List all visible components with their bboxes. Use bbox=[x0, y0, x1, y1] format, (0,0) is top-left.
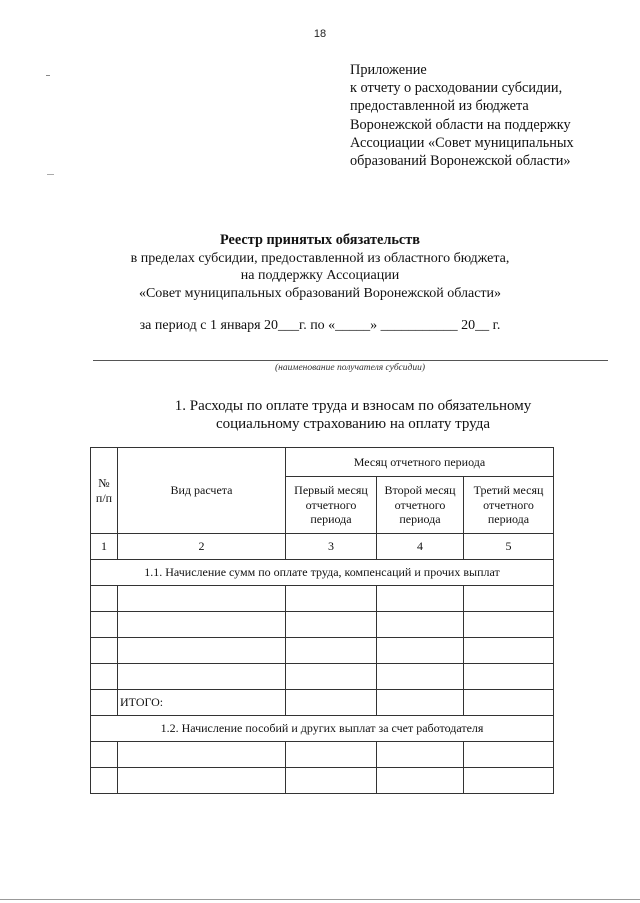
table-cell[interactable] bbox=[118, 612, 286, 638]
appendix-line: Воронежской области на поддержку bbox=[350, 116, 571, 133]
table-cell[interactable] bbox=[91, 664, 118, 690]
table-cell[interactable] bbox=[118, 768, 286, 794]
subsection-row bbox=[91, 560, 554, 586]
header-month-group: Месяц отчетного периода bbox=[286, 448, 554, 477]
subsection-title: 1.2. Начисление пособий и других выплат за счет работодателя bbox=[91, 716, 554, 742]
header-month2: Второй месяц отчетного периода bbox=[377, 477, 464, 534]
table-cell[interactable] bbox=[464, 742, 554, 768]
appendix-line: Ассоциации «Совет муниципальных bbox=[350, 134, 574, 151]
scan-artifact bbox=[46, 75, 50, 76]
table-header-row bbox=[91, 448, 554, 477]
appendix-line: образований Воронежской области» bbox=[350, 153, 571, 170]
table-cell[interactable] bbox=[91, 612, 118, 638]
table-row bbox=[91, 638, 554, 664]
table-row bbox=[91, 586, 554, 612]
page-number: 18 bbox=[313, 28, 327, 40]
table-cell[interactable] bbox=[464, 664, 554, 690]
total-label: ИТОГО: bbox=[118, 690, 286, 716]
section-title-line: социальному страхованию на оплату труда bbox=[215, 416, 491, 432]
header-type: Вид расчета bbox=[118, 448, 286, 534]
column-numbers-row bbox=[91, 534, 554, 560]
total-row bbox=[91, 690, 554, 716]
table-cell[interactable] bbox=[286, 690, 377, 716]
table-cell[interactable] bbox=[118, 586, 286, 612]
reporting-period: за период с 1 января 20___г. по «_____» ___________ 20__ г. bbox=[139, 318, 501, 333]
table-cell[interactable] bbox=[118, 638, 286, 664]
table-cell[interactable] bbox=[377, 742, 464, 768]
table-cell[interactable] bbox=[286, 742, 377, 768]
table-cell[interactable] bbox=[91, 742, 118, 768]
table-row bbox=[91, 742, 554, 768]
table-row bbox=[91, 612, 554, 638]
table-cell[interactable] bbox=[91, 586, 118, 612]
table-cell[interactable] bbox=[118, 742, 286, 768]
table-cell[interactable] bbox=[464, 612, 554, 638]
appendix-line: предоставленной из бюджета bbox=[350, 98, 529, 115]
table-cell[interactable] bbox=[377, 612, 464, 638]
title-line: на поддержку Ассоциации bbox=[240, 268, 400, 283]
table-cell[interactable] bbox=[464, 768, 554, 794]
appendix-line: Приложение bbox=[350, 62, 427, 78]
table-cell[interactable] bbox=[464, 586, 554, 612]
table-row bbox=[91, 768, 554, 794]
appendix-note bbox=[350, 61, 620, 170]
title-main: Реестр принятых обязательств bbox=[219, 232, 421, 248]
expenses-table bbox=[90, 447, 554, 794]
header-num: № п/п bbox=[91, 448, 118, 534]
table-cell[interactable] bbox=[286, 586, 377, 612]
recipient-caption: (наименование получателя субсидии) bbox=[275, 363, 425, 373]
title-line: «Совет муниципальных образований Воронежской области» bbox=[138, 285, 502, 301]
recipient-name-line bbox=[93, 360, 608, 361]
appendix-line: к отчету о расходовании субсидии, bbox=[350, 80, 563, 97]
page-bottom-edge bbox=[0, 899, 640, 900]
table-row bbox=[91, 664, 554, 690]
column-number: 1 bbox=[91, 534, 118, 560]
table-cell[interactable] bbox=[377, 768, 464, 794]
column-number: 4 bbox=[377, 534, 464, 560]
document-title bbox=[0, 232, 640, 302]
table-cell[interactable] bbox=[464, 638, 554, 664]
column-number: 3 bbox=[286, 534, 377, 560]
section-title-line: 1. Расходы по оплате труда и взносам по обязательному bbox=[174, 398, 532, 414]
table-cell[interactable] bbox=[377, 664, 464, 690]
table-cell[interactable] bbox=[91, 768, 118, 794]
subsection-title: 1.1. Начисление сумм по оплате труда, компенсаций и прочих выплат bbox=[91, 560, 554, 586]
section-title bbox=[0, 397, 640, 433]
title-line: в пределах субсидии, предоставленной из областного бюджета, bbox=[130, 250, 510, 266]
table-cell[interactable] bbox=[286, 638, 377, 664]
table-cell[interactable] bbox=[118, 664, 286, 690]
table-cell[interactable] bbox=[286, 664, 377, 690]
table-cell[interactable] bbox=[377, 586, 464, 612]
table-cell[interactable] bbox=[91, 638, 118, 664]
subsection-row bbox=[91, 716, 554, 742]
table-cell[interactable] bbox=[377, 690, 464, 716]
table-cell[interactable] bbox=[91, 690, 118, 716]
table-cell[interactable] bbox=[286, 612, 377, 638]
column-number: 2 bbox=[118, 534, 286, 560]
header-month1: Первый месяц отчетного периода bbox=[286, 477, 377, 534]
table-cell[interactable] bbox=[286, 768, 377, 794]
scan-artifact bbox=[47, 174, 54, 175]
table-cell[interactable] bbox=[464, 690, 554, 716]
header-month3: Третий месяц отчетного периода bbox=[464, 477, 554, 534]
column-number: 5 bbox=[464, 534, 554, 560]
table-cell[interactable] bbox=[377, 638, 464, 664]
